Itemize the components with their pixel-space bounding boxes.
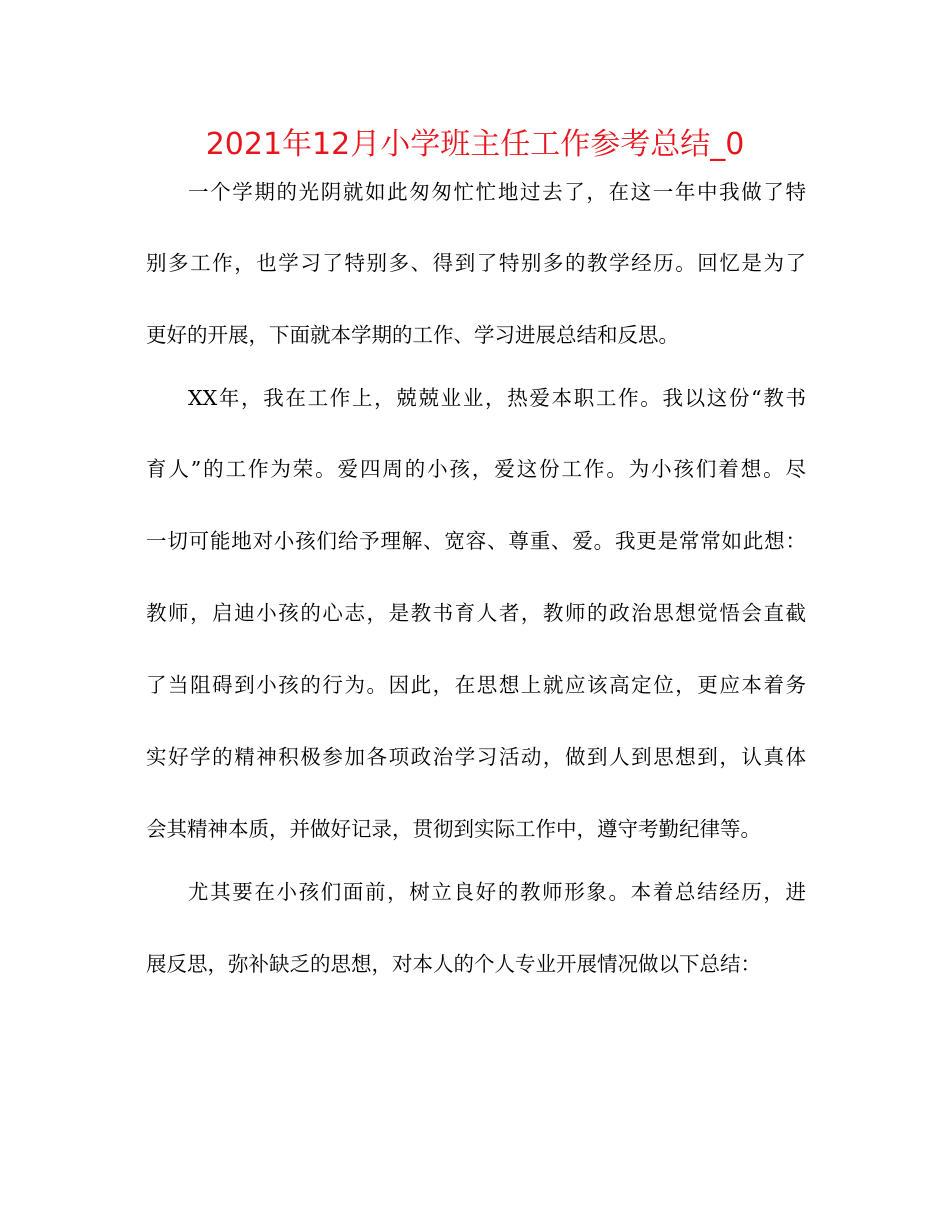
- paragraph-1-line-1: 一个学期的光阴就如此匆匆忙忙地过去了，在这一年中我做了特: [188, 180, 806, 204]
- paragraph-3-line-2: 展反思，弥补缺乏的思想，对本人的个人专业开展情况做以下总结：: [146, 952, 761, 976]
- paragraph-2-line-5: 了当阻碍到小孩的行为。因此，在思想上就应该高定位，更应本着务: [146, 673, 806, 697]
- paragraph-2-line-6: 实好学的精神积极参加各项政治学习活动，做到人到思想到，认真体: [146, 745, 806, 769]
- paragraph-1-line-3: 更好的开展，下面就本学期的工作、学习进展总结和反思。: [146, 323, 679, 347]
- paragraph-2-line-3: 一切可能地对小孩们给予理解、宽容、尊重、爱。我更是常常如此想：: [146, 529, 806, 553]
- document-title: 2021年12月小学班主任工作参考总结_0: [205, 127, 745, 162]
- paragraph-2-line-1: XX年，我在工作上，兢兢业业，热爱本职工作。我以这份“教书: [188, 386, 806, 410]
- paragraph-2-line-7: 会其精神本质，并做好记录，贯彻到实际工作中，遵守考勤纪律等。: [146, 817, 761, 841]
- paragraph-3-line-1: 尤其要在小孩们面前，树立良好的教师形象。本着总结经历，进: [188, 880, 806, 904]
- paragraph-2-line-4: 教师，启迪小孩的心志，是教书育人者，教师的政治思想觉悟会直截: [146, 601, 806, 625]
- paragraph-2-line-2: 育人”的工作为荣。爱四周的小孩，爱这份工作。为小孩们着想。尽: [146, 457, 806, 481]
- paragraph-1-line-2: 别多工作，也学习了特别多、得到了特别多的教学经历。回忆是为了: [146, 251, 806, 275]
